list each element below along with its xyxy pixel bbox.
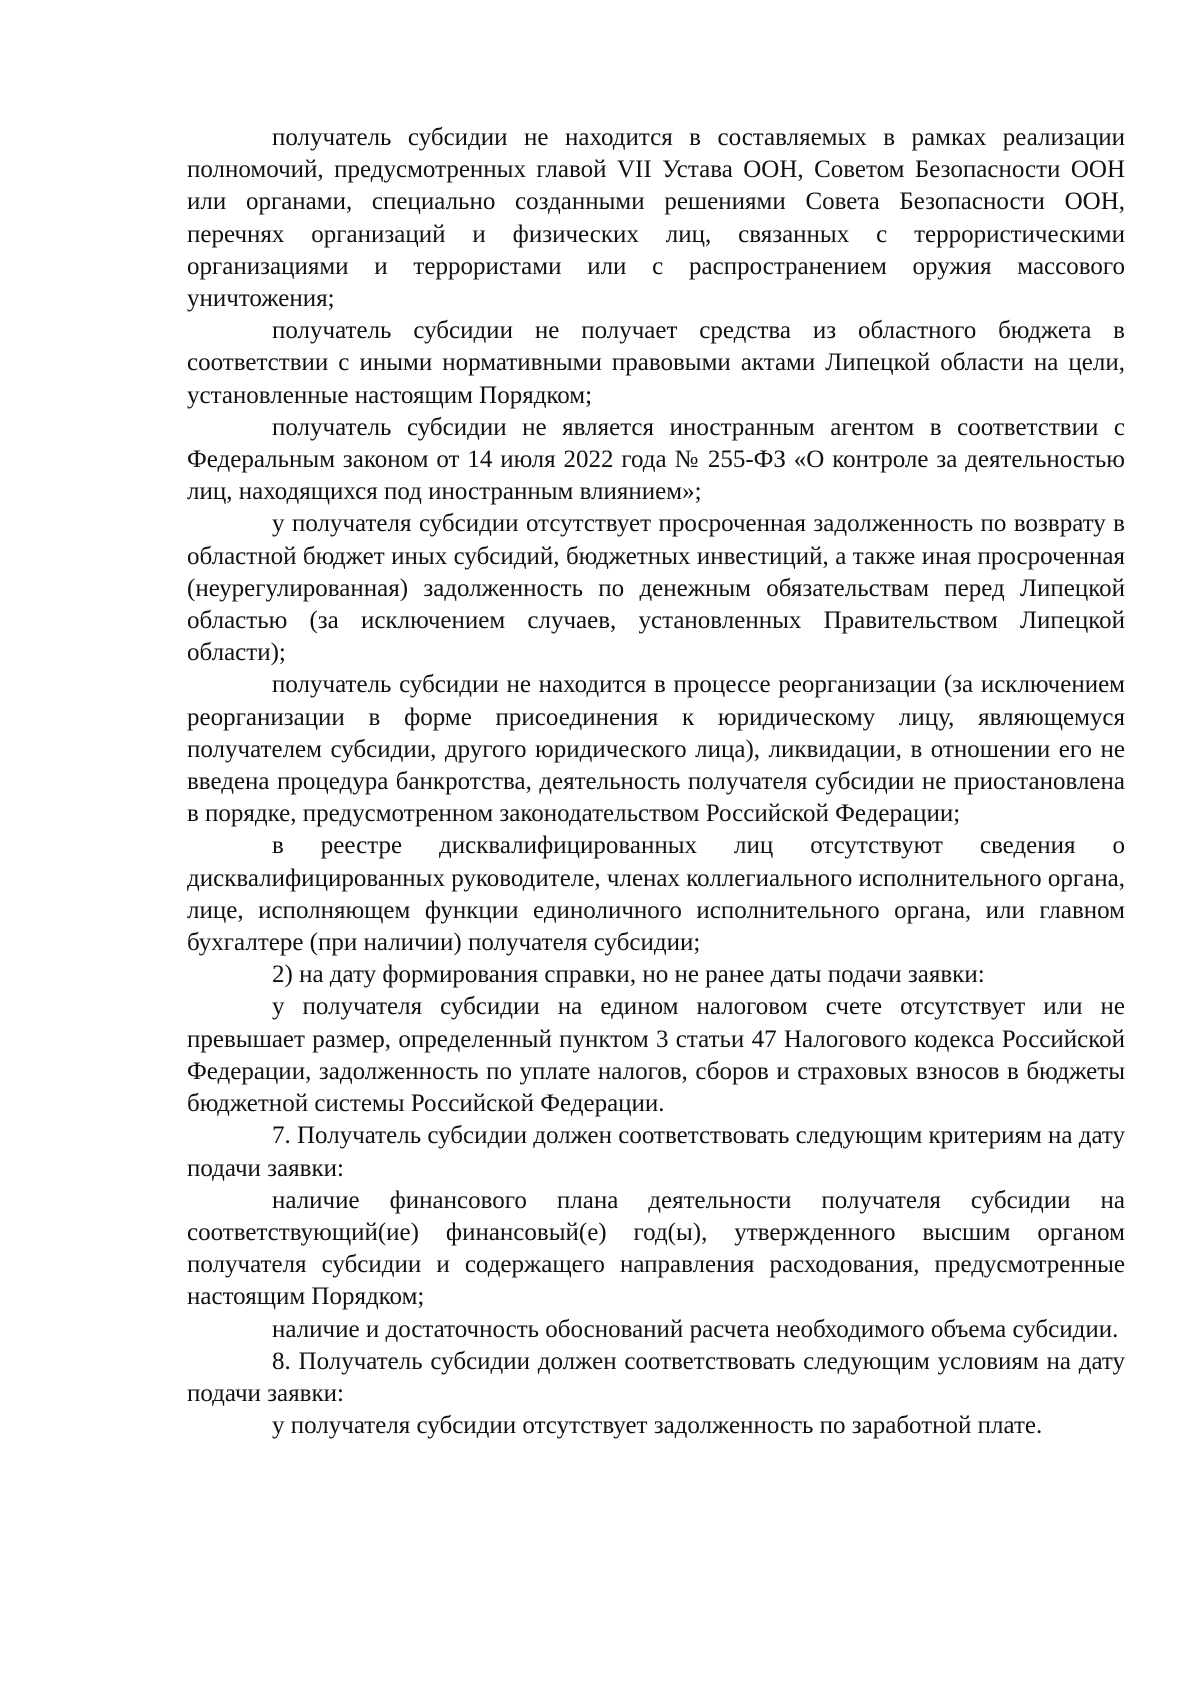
paragraph-not-foreign-agent: получатель субсидии не является иностранным агентом в соответствии с Федеральным законом от 14 июля 2022 года № 255-ФЗ «О контроле за деятельностью лиц, находящихся под иностранным влиянием»;	[187, 413, 1125, 506]
paragraph-not-reorganizing: получатель субсидии не находится в процессе реорганизации (за исключением реорганизации в форме присоединения к юридическому лицу, являющемуся получателем субсидии, другого юридического лица), ликвидации, в отношении его не введена процедура банкротства, деятельность получателя субсидии не приостановлена в порядке, предусмотренном законодательством Российской Федерации;	[187, 671, 1125, 828]
paragraph-certificate-date: 2) на дату формирования справки, но не ранее даты подачи заявки:	[272, 961, 985, 989]
paragraph-disqualified-registry: в реестре дисквалифицированных лиц отсутствуют сведения о дисквалифицированных руководителе, членах коллегиального исполнительного органа, лице, исполняющем функции единоличного исполнительного органа, или главном бухгалтере (при наличии) получателя субсидии;	[187, 832, 1125, 957]
paragraph-financial-plan: наличие финансового плана деятельности получателя субсидии на соответствующий(ие) финансовый(е) год(ы), утвержденного высшим органом получателя субсидии и содержащего направления расходования, предусмотренные настоящим Порядком;	[187, 1186, 1125, 1311]
paragraph-no-wage-debt: у получателя субсидии отсутствует задолженность по заработной плате.	[272, 1412, 1043, 1440]
paragraph-section-7: 7. Получатель субсидии должен соответствовать следующим критериям на дату подачи заявки:	[187, 1122, 1126, 1182]
paragraph-section-8: 8. Получатель субсидии должен соответствовать следующим условиям на дату подачи заявки:	[187, 1347, 1125, 1407]
paragraph-no-overdue-debt: у получателя субсидии отсутствует просроченная задолженность по возврату в областной бюджет иных субсидий, бюджетных инвестиций, а также иная просроченная (неурегулированная) задолженность по денежным обязательствам перед Липецкой областью (за исключением случаев, установленных Правительством Липецкой области);	[187, 510, 1125, 667]
document-body	[187, 122, 1125, 1442]
paragraph-justification: наличие и достаточность обоснований расчета необходимого объема субсидии.	[272, 1315, 1119, 1343]
paragraph-no-regional-funds: получатель субсидии не получает средства из областного бюджета в соответствии с иными нормативными правовыми актами Липецкой области на цели, установленные настоящим Порядком;	[187, 317, 1125, 409]
paragraph-un-lists: получатель субсидии не находится в составляемых в рамках реализации полномочий, предусмотренных главой VII Устава ООН, Советом Безопасности ООН или органами, специально созданными решениями Совета Безопасности ООН, перечнях организаций и физических лиц, связанных с террористическими организациями и террористами или с распространением оружия массового уничтожения;	[187, 124, 1125, 313]
paragraph-tax-account: у получателя субсидии на едином налоговом счете отсутствует или не превышает размер, определенный пунктом 3 статьи 47 Налогового кодекса Российской Федерации, задолженность по уплате налогов, сборов и страховых взносов в бюджеты бюджетной системы Российской Федерации.	[187, 993, 1125, 1118]
